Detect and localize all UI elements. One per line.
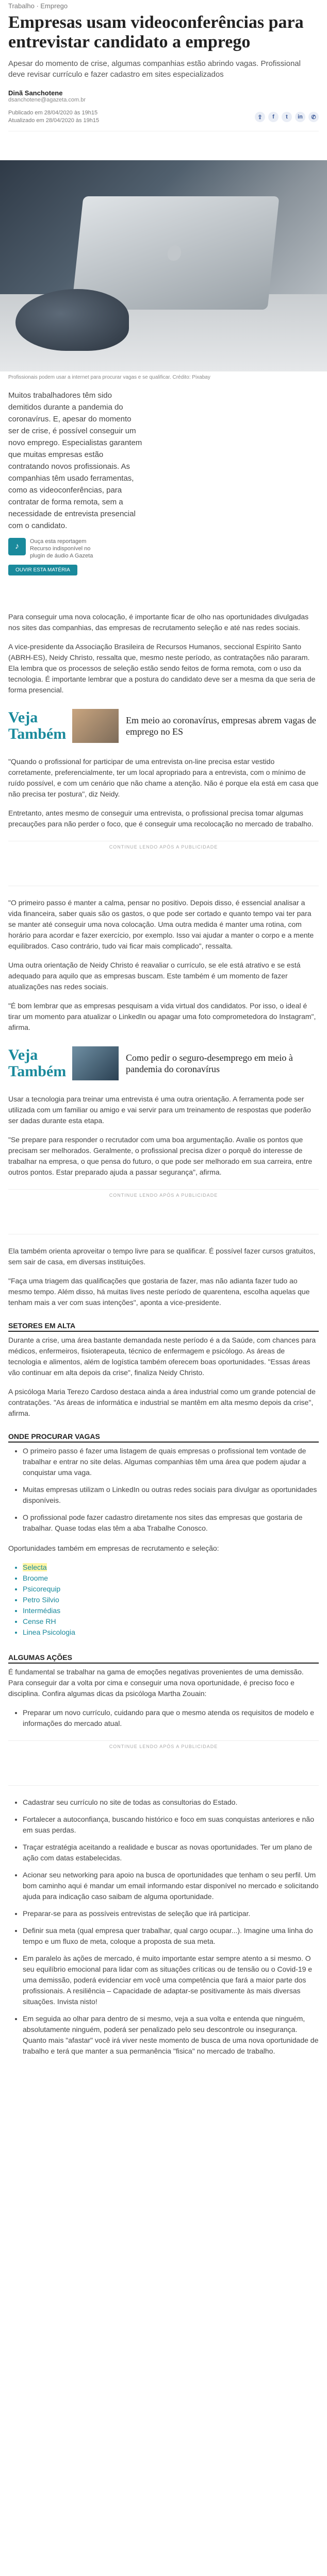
vagas-list [8, 1446, 319, 1534]
paragraph: É fundamental se trabalhar na gama de emoções negativas provenientes de uma demissão. Para conseguir dar a volta por cima e conseguir uma nova oportunidade, é preciso foco e disciplina. Confira algumas dicas da psicóloga Martha Zouain: [8, 1668, 304, 1698]
audio-info [30, 538, 93, 560]
section-heading-vagas: ONDE PROCURAR VAGAS [8, 1432, 319, 1443]
list-item: • Em seguida ao olhar para dentro de si mesmo, veja a sua volta e entenda que ninguém, absolutamente ninguém, poderá ser penalizado pelo seu descontrole ou insegurança. Quanto mais "afastar" você irá viver neste momento de busca de uma nova oportunidade de trabalho e terá que manter a sua permanência "fisica" no mercado de trabalho. [23, 2013, 319, 2057]
veja-tambem-label: Veja Também [8, 709, 67, 742]
ad-slot [8, 1740, 319, 1786]
published-date: Publicado em 28/04/2020 às 19h15 [8, 110, 98, 116]
list-item: • Traçar estratégia aceitando a realidade e buscar as novas oportunidades. Ter um plano de ação com datas estabelecidas. [23, 1842, 319, 1863]
recruiters-intro: Oportunidades também em empresas de recrutamento e seleção: [8, 1544, 219, 1552]
paragraph: "Quando o profissional for participar de uma entrevista on-line precisa estar vestido corretamente, preferencialmente, ter um local apropriado para a entrevista, com o mínimo de ruído possível, e com um cenário que não chame a atenção. Não é porque ela está em casa que não precisa ter postura", diz Neidy. [8, 757, 319, 798]
list-item: • O profissional pode fazer cadastro diretamente nos sites das empresas que gostaria de trabalhar. Quase todas elas têm a aba Trabalhe Conosco. [23, 1512, 319, 1534]
recruiter-link[interactable]: • Petro Silvio [23, 1595, 319, 1605]
list-item: • Definir sua meta (qual empresa quer trabalhar, qual cargo ocupar...). Imagine uma linha do tempo e um fluxo de meta, coloque a proposta de sua meta. [23, 1925, 319, 1947]
paragraph: Entretanto, antes mesmo de conseguir uma entrevista, o profissional precisa tomar algumas precauções para não perder o foco, que é conseguir uma recolocação no mercado de trabalho. [8, 809, 314, 828]
related-article-1[interactable] [8, 709, 319, 743]
related-thumbnail[interactable] [72, 1046, 119, 1080]
related-thumbnail[interactable] [72, 709, 119, 743]
audio-widget [8, 538, 319, 560]
article-subtitle: Apesar do momento de crise, algumas companhias estão abrindo vagas. Profissional deve revisar currículo e fazer cadastro em sites especializados [8, 59, 301, 79]
hero-caption: Profissionais podem usar a internet para procurar vagas e se qualificar. Crédito: Pixabay [8, 375, 210, 380]
facebook-icon[interactable]: f [268, 112, 279, 122]
recruiter-link[interactable]: • Psicorequip [23, 1584, 319, 1595]
hero-image [0, 160, 327, 371]
author-email[interactable]: dsanchotene@agazeta.com.br [8, 97, 86, 103]
recruiter-link[interactable]: • Selecta [23, 1562, 319, 1573]
list-item: • Cadastrar seu currículo no site de todas as consultorias do Estado. [23, 1797, 319, 1808]
paragraph: Usar a tecnologia para treinar uma entrevista é uma outra orientação. A ferramenta pode ser utilizada com um familiar ou amigo e vai servir para um treinamento de respostas que poderão ser dadas durante esta etapa. [8, 1095, 311, 1125]
article-page [0, 2, 327, 2057]
meta-row [8, 109, 319, 131]
updated-date: Atualizado em 28/04/2020 às 19h15 [8, 117, 100, 124]
acoes-list [8, 1797, 319, 2057]
list-item: • O primeiro passo é fazer uma listagem de quais empresas o profissional tem vontade de trabalhar e entrar no site delas. Algumas companhias têm uma área que podem ajudar a conquistar uma vaga. [23, 1446, 319, 1478]
acoes-intro-list [8, 1707, 319, 1729]
headphones-icon: ♪ [8, 538, 26, 555]
paragraph: Uma outra orientação de Neidy Christo é reavaliar o currículo, se ele está atrativo e se está adequado para aquilo que as empresas buscam. Este também é um momento de fazer atualizações nas redes sociais. [8, 961, 301, 991]
paragraph: Durante a crise, uma área bastante demandada neste período é a da Saúde, com chances para médicos, enfermeiros, fisioterapeuta, técnico de enfermagem e psicólogo. As áreas de tecnologia e alimentos, além de logística também oferecem boas oportunidades. "Essas áreas vão continuar em alta depois da crise", finaliza Neidy Christo. [8, 1336, 316, 1377]
linkedin-icon[interactable]: in [295, 112, 305, 122]
paragraph: "Faça uma triagem das qualificações que gostaria de fazer, mas não adianta fazer tudo ao mesmo tempo. Além disso, há muitas lives neste período de quarentena, escolha aquelas que tenham mais a ver com suas intenções", aponta a vice-presidente. [8, 1277, 310, 1307]
list-item: • Preparar um novo currículo, cuidando para que o mesmo atenda os requisitos de modelo e informações do mercado atual. [23, 1707, 319, 1729]
whatsapp-icon[interactable]: ✆ [308, 112, 319, 122]
recruiters-list [8, 1562, 319, 1638]
audio-line1: Ouça esta reportagem [30, 538, 87, 545]
section-kicker[interactable]: Trabalho · Emprego [8, 2, 68, 10]
list-item: • Fortalecer a autoconfiança, buscando histórico e foco em suas conquistas anteriores e não em suas perdas. [23, 1814, 319, 1836]
kicker-sub-label[interactable]: Emprego [40, 2, 68, 10]
listen-button[interactable]: OUVIR ESTA MATÉRIA [8, 565, 77, 575]
related-title[interactable]: Como pedir o seguro-desemprego em meio à pandemia do coronavírus [126, 1053, 293, 1074]
ad-slot [8, 1189, 319, 1234]
ad-label: CONTINUE LENDO APÓS A PUBLICIDADE [109, 1193, 218, 1198]
ad-label: CONTINUE LENDO APÓS A PUBLICIDADE [109, 844, 218, 850]
recruiter-link[interactable]: • Broome [23, 1573, 319, 1584]
audio-line2: Recurso indisponível no [30, 546, 91, 552]
paragraph: "Se prepare para responder o recrutador com uma boa argumentação. Avalie os pontos que precisam ser melhorados. Geralmente, o profissional precisa dizer o porquê do interesse de trabalhar na empresa, o que pensa do futuro, o que pode ser melhorado em sua carreira, entre outros pontos. Estar preparado ajuda a passar segurança", afirma. [8, 1136, 313, 1176]
list-item: • Preparar-se para as possíveis entrevistas de seleção que irá participar. [23, 1908, 319, 1919]
kicker-label[interactable]: Trabalho [8, 2, 35, 10]
author-name[interactable]: Dinã Sanchotene [8, 89, 63, 97]
list-item: • Acionar seu networking para apoio na busca de oportunidades que tenham o seu perfil. Um bom caminho aqui é mandar um email informando estar disponível no mercado e solicitando ajuda para indicação caso saibam de alguma oportunidade. [23, 1870, 319, 1902]
dates [8, 109, 99, 125]
section-heading-acoes: ALGUMAS AÇÕES [8, 1653, 319, 1664]
paragraph: "O primeiro passo é manter a calma, pensar no positivo. Depois disso, é essencial analisar a vida financeira, saber quais são os gastos, o que pode ser cortado e quanto tempo vai ter para se manter até conseguir uma nova colocação. Uma outra medida é manter uma rotina, com horário para acordar e fazer exercício, por exemplo. Isso vai ajudar a manter o corpo e a mente equilibrados. Caso contrário, tudo vai ficar mais complicado", ressalta. [8, 899, 314, 950]
share-bar [255, 112, 319, 122]
paragraph: Ela também orienta aproveitar o tempo livre para se qualificar. É possível fazer cursos gratuitos, sem sair de casa, em diversas instituições. [8, 1247, 316, 1266]
paragraph: A psicóloga Maria Terezo Cardoso destaca ainda a área industrial como um grande potencial de contratações. "As áreas de informática e industrial se mantêm em alta mesmo depois da crise", afirma. [8, 1387, 316, 1417]
related-title[interactable]: Em meio ao coronavírus, empresas abrem vagas de emprego no ES [126, 715, 316, 737]
lead-block [8, 389, 319, 532]
ad-slot [8, 841, 319, 886]
paragraph: "É bom lembrar que as empresas pesquisam a vida virtual dos candidatos. Por isso, o ideal é tirar um momento para atualizar o LinkedIn ou apagar uma foto comprometedora do Instagram", afirma. [8, 1002, 316, 1031]
related-article-2[interactable] [8, 1046, 319, 1080]
recruiter-link[interactable]: • Linea Psicologia [23, 1627, 319, 1638]
list-item: • Muitas empresas utilizam o LinkedIn ou outras redes sociais para divulgar as oportunidades disponíveis. [23, 1484, 319, 1506]
article-title: Empresas usam videoconferências para entrevistar candidato a emprego [8, 13, 304, 52]
share-icon[interactable]: ⇪ [255, 112, 265, 122]
lead-text: Muitos trabalhadores têm sido demitidos durante a pandemia do coronavírus. E, apesar do momento ser de crise, é possível conseguir um novo emprego. Especialistas garantem que muitas empresas estão contratando novos profissionais. As companhias têm usado ferramentas, como as videoconferências, para contratar de forma remota, sem a necessidade de entrevista presencial com o candidato. [8, 391, 142, 530]
twitter-icon[interactable]: t [282, 112, 292, 122]
veja-tambem-label: Veja Também [8, 1046, 67, 1080]
section-heading-alta: SETORES EM ALTA [8, 1321, 319, 1332]
paragraph: Para conseguir uma nova colocação, é importante ficar de olho nas oportunidades divulgadas nos sites das companhias, das empresas de recrutamento seleção e até nas redes sociais. [8, 613, 309, 632]
recruiter-link[interactable]: • Intermédias [23, 1605, 319, 1616]
ad-label: CONTINUE LENDO APÓS A PUBLICIDADE [109, 1744, 218, 1749]
list-item: • Em paralelo às ações de mercado, é muito importante estar sempre atento a si mesmo. O seu equilíbrio emocional para lidar com as situações críticas ou de tensão ou o Covid-19 e uma demissão, poderá evidenciar em você uma competência que fará a maior parte dos profissionais. A resiliência – Capacidade de adaptar-se positivamente às mais diversas situações. Invista nisto! [23, 1953, 319, 2007]
paragraph: A vice-presidente da Associação Brasileira de Recursos Humanos, seccional Espírito Santo (ABRH-ES), Neidy Christo, ressalta que, mesmo neste período, as contratações não pararam. Ela lembra que os processos de seleção estão sendo feitos de forma remota, com o uso da tecnologia. É importante lembrar que a postura do candidato deve ser a mesma da que seria de forma presencial. [8, 642, 316, 694]
audio-line3: plugin de áudio A Gazeta [30, 553, 93, 559]
recruiter-link[interactable]: • Cense RH [23, 1616, 319, 1627]
